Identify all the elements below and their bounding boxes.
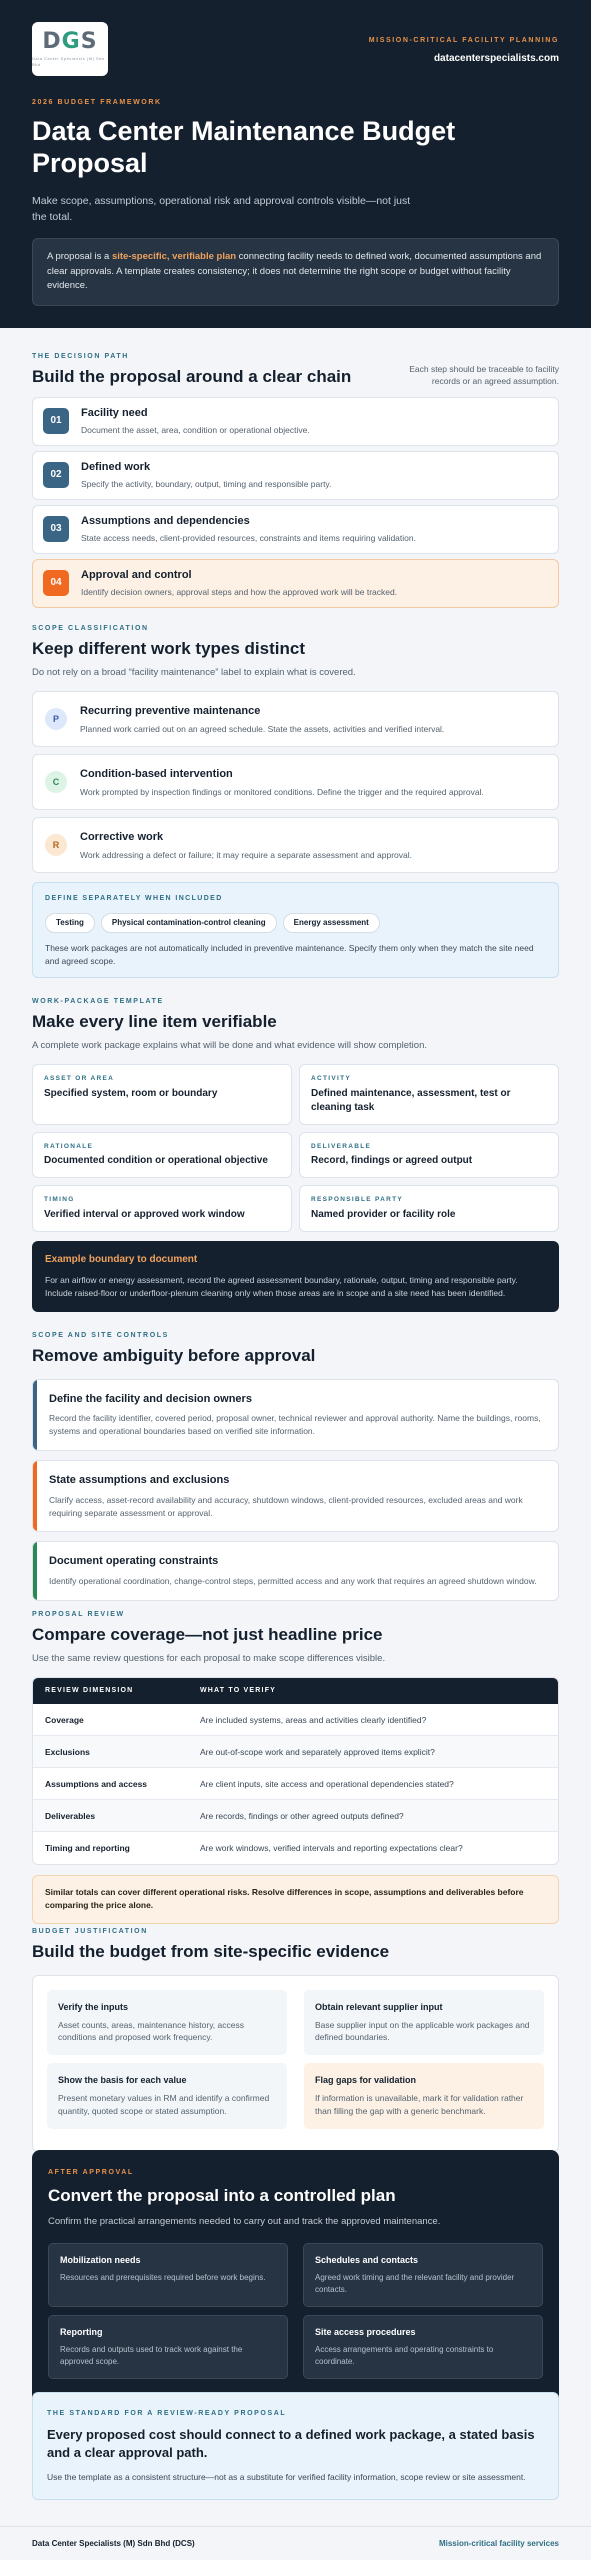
section-subtitle: A complete work package explains what will be done and what evidence will show completion. <box>32 1039 427 1051</box>
budget-item-title: Show the basis for each value <box>58 2075 187 2086</box>
budget-item-description: Base supplier input on the applicable work packages and defined boundaries. <box>315 2019 530 2043</box>
step-number: 04 <box>43 570 69 596</box>
field-value: Specified system, room or boundary <box>44 1087 218 1099</box>
table-header <box>33 1678 558 1704</box>
work-type-title: Condition-based intervention <box>80 767 233 780</box>
work-type-condition <box>32 754 559 810</box>
budget-item-title: Flag gaps for validation <box>315 2075 417 2086</box>
row-verify: Are out-of-scope work and separately approved items explicit? <box>200 1746 435 1757</box>
hero-kicker: 2026 BUDGET FRAMEWORK <box>32 99 162 106</box>
after-item-site-access <box>303 2315 543 2379</box>
row-dimension: Timing and reporting <box>45 1843 130 1854</box>
standard-panel <box>32 2392 559 2500</box>
field-responsible-party <box>299 1185 559 1231</box>
section-title: Compare coverage—not just headline price <box>32 1625 383 1645</box>
section-title: Convert the proposal into a controlled plan <box>48 2186 396 2206</box>
budget-item-show-basis <box>47 2063 287 2129</box>
row-dimension: Exclusions <box>45 1746 90 1757</box>
step-title: Approval and control <box>81 568 192 581</box>
section-kicker: SCOPE CLASSIFICATION <box>32 625 149 632</box>
row-dimension: Deliverables <box>45 1810 96 1821</box>
row-verify: Are included systems, areas and activities clearly identified? <box>200 1714 427 1725</box>
section-kicker: AFTER APPROVAL <box>48 2169 134 2176</box>
template-section <box>32 997 559 1312</box>
field-asset-or-area <box>32 1064 292 1124</box>
field-label: RATIONALE <box>44 1142 94 1150</box>
work-type-badge: C <box>45 771 67 793</box>
hero-note <box>32 238 559 306</box>
define-separately-description: These work packages are not automatically included in preventive maintenance. Specify them only when they match the site need and agreed scope. <box>45 943 534 966</box>
after-item-description: Resources and prerequisites required before work begins. <box>60 2272 266 2282</box>
section-title: Build the proposal around a clear chain <box>32 367 352 387</box>
field-rationale <box>32 1132 292 1178</box>
step-title: Facility need <box>81 406 148 419</box>
step-description: State access needs, client-provided resources, constraints and items requiring validation. <box>81 532 416 543</box>
hero-note-prefix: A proposal is a <box>47 251 112 262</box>
control-title: State assumptions and exclusions <box>49 1473 230 1486</box>
after-item-description: Records and outputs used to track work against the approved scope. <box>60 2344 243 2366</box>
table-row <box>33 1832 558 1864</box>
step-title: Defined work <box>81 460 151 473</box>
control-title: Document operating constraints <box>49 1555 219 1568</box>
budget-item-verify-inputs <box>47 1990 287 2056</box>
hero-note-highlight: site-specific, verifiable plan <box>111 251 237 262</box>
step-title: Assumptions and dependencies <box>81 514 250 527</box>
chip-testing: Testing <box>45 913 95 933</box>
after-approval-panel <box>32 2150 559 2405</box>
after-item-schedules <box>303 2243 543 2307</box>
after-item-title: Mobilization needs <box>60 2254 141 2265</box>
field-timing <box>32 1185 292 1231</box>
step-facility-need <box>32 397 559 446</box>
after-item-title: Site access procedures <box>315 2326 416 2337</box>
table-row <box>33 1736 558 1768</box>
work-type-title: Recurring preventive maintenance <box>80 704 261 717</box>
work-type-description: Planned work carried out on an agreed schedule. State the assets, activities and verified interval. <box>80 723 445 734</box>
section-note: Each step should be traceable to facility records or an agreed assumption. <box>409 363 559 387</box>
define-separately-title: DEFINE SEPARATELY WHEN INCLUDED <box>45 895 223 903</box>
decision-path-section <box>32 352 559 613</box>
after-approval-section <box>32 2150 559 2405</box>
hero-description: Make scope, assumptions, operational risk and approval controls visible—not just the total. <box>32 194 411 223</box>
table-row <box>33 1768 558 1800</box>
step-assumptions <box>32 505 559 554</box>
section-kicker: THE STANDARD FOR A REVIEW-READY PROPOSAL <box>47 2410 287 2417</box>
table-row <box>33 1704 558 1736</box>
section-title: Make every line item verifiable <box>32 1012 277 1032</box>
budget-section <box>32 1927 559 2152</box>
table-row <box>33 1800 558 1832</box>
row-verify: Are work windows, verified intervals and reporting expectations clear? <box>200 1843 463 1854</box>
control-description: Identify operational coordination, change-control steps, permitted access and any work that requires an agreed shutdown window. <box>49 1576 537 1587</box>
step-defined-work <box>32 451 559 500</box>
after-item-description: Access arrangements and operating constraints to coordinate. <box>315 2344 494 2366</box>
row-dimension: Coverage <box>45 1714 84 1725</box>
budget-item-description: If information is unavailable, mark it for validation rather than filling the gap with a generic benchmark. <box>315 2093 524 2116</box>
budget-item-title: Verify the inputs <box>58 2001 129 2012</box>
section-subtitle: Confirm the practical arrangements needed to carry out and track the approved maintenance. <box>48 2215 441 2227</box>
field-value: Record, findings or agreed output <box>311 1155 473 1167</box>
scope-section <box>32 624 559 978</box>
section-subtitle: Do not rely on a broad “facility maintenance” label to explain what is covered. <box>32 666 356 678</box>
budget-item-description: Asset counts, areas, maintenance history, access conditions and proposed work frequency. <box>58 2019 244 2043</box>
budget-evidence-panel <box>32 1975 559 2152</box>
field-value: Named provider or facility role <box>311 1208 456 1220</box>
site-link[interactable]: datacenterspecialists.com <box>433 53 559 65</box>
section-kicker: THE DECISION PATH <box>32 353 129 360</box>
standard-description: Use the template as a consistent structure—not as a substitute for verified facility information, scope review or site assessment. <box>47 2471 526 2482</box>
section-kicker: PROPOSAL REVIEW <box>32 1611 125 1618</box>
section-kicker: BUDGET JUSTIFICATION <box>32 1928 148 1935</box>
work-type-corrective <box>32 817 559 873</box>
standard-title: Every proposed cost should connect to a defined work package, a stated basis and a clear approval path. <box>47 2427 535 2461</box>
budget-item-supplier-input <box>304 1990 544 2056</box>
hero-note-suffix: connecting facility needs to defined work, documented assumptions and clear approvals. A template creates consistency; it does not determine the right scope or budget without facility evidence. <box>47 251 542 292</box>
work-type-title: Corrective work <box>80 830 164 843</box>
work-type-preventive <box>32 691 559 747</box>
review-table <box>32 1677 559 1865</box>
field-label: TIMING <box>44 1196 75 1204</box>
step-description: Identify decision owners, approval steps and how the approved work will be tracked. <box>81 586 398 597</box>
step-approval <box>32 559 559 608</box>
header-eyebrow: MISSION-CRITICAL FACILITY PLANNING <box>368 37 559 44</box>
field-deliverable <box>299 1132 559 1178</box>
section-kicker: WORK-PACKAGE TEMPLATE <box>32 998 164 1005</box>
step-description: Document the asset, area, condition or operational objective. <box>81 424 310 435</box>
section-title: Keep different work types distinct <box>32 639 305 659</box>
example-boundary-title: Example boundary to document <box>45 1253 198 1265</box>
controls-section <box>32 1331 559 1610</box>
row-dimension: Assumptions and access <box>45 1778 148 1789</box>
chip-energy-assessment: Energy assessment <box>283 913 380 933</box>
footer-company: Data Center Specialists (M) Sdn Bhd (DCS) <box>32 2538 195 2548</box>
budget-item-flag-gaps <box>304 2063 544 2129</box>
example-boundary-box <box>32 1241 559 1313</box>
after-item-description: Agreed work timing and the relevant facility and provider contacts. <box>315 2272 515 2294</box>
step-number: 03 <box>43 516 69 542</box>
standard-section <box>32 2392 559 2500</box>
field-value: Defined maintenance, assessment, test or cleaning task <box>311 1087 511 1113</box>
step-number: 02 <box>43 462 69 488</box>
work-type-description: Work addressing a defect or failure; it may require a separate assessment and approval. <box>80 849 412 860</box>
field-label: ACTIVITY <box>311 1075 352 1083</box>
control-decision-owners <box>32 1379 559 1451</box>
section-title: Build the budget from site-specific evidence <box>32 1942 390 1962</box>
column-header: REVIEW DIMENSION <box>45 1687 134 1695</box>
budget-item-title: Obtain relevant supplier input <box>315 2001 443 2012</box>
work-type-badge: P <box>45 708 67 730</box>
control-description: Record the facility identifier, covered period, proposal owner, technical reviewer and approval authority. Name the buildings, rooms, systems and operational boundaries based on verified site information. <box>49 1413 541 1437</box>
field-value: Verified interval or approved work window <box>44 1208 245 1220</box>
control-title: Define the facility and decision owners <box>49 1392 252 1405</box>
page-footer <box>0 2526 591 2560</box>
page-title: Data Center Maintenance Budget Proposal <box>32 116 456 178</box>
control-operating-constraints <box>32 1541 559 1601</box>
section-subtitle: Use the same review questions for each proposal to make scope differences visible. <box>32 1652 386 1664</box>
logo-mark: DGS <box>42 28 98 54</box>
step-number: 01 <box>43 408 69 434</box>
control-assumptions <box>32 1460 559 1532</box>
field-value: Documented condition or operational objective <box>44 1155 268 1167</box>
section-kicker: SCOPE AND SITE CONTROLS <box>32 1332 169 1339</box>
section-title: Remove ambiguity before approval <box>32 1346 316 1366</box>
field-activity <box>299 1064 559 1124</box>
define-separately-box <box>32 882 559 978</box>
company-logo[interactable] <box>32 22 108 76</box>
chip-contamination-cleaning: Physical contamination-control cleaning <box>101 913 277 933</box>
row-verify: Are records, findings or other agreed outputs defined? <box>200 1810 404 1821</box>
after-item-reporting <box>48 2315 288 2379</box>
field-label: RESPONSIBLE PARTY <box>311 1196 404 1204</box>
example-boundary-description: For an airflow or energy assessment, record the agreed assessment boundary, rationale, output, timing and responsible party. Include raised-floor or underfloor-plenum cleaning only when those areas are in scope and a site need has been identified. <box>45 1275 518 1299</box>
control-description: Clarify access, asset-record availability and accuracy, shutdown windows, client-provided resources, excluded areas and work requiring separate assessment or approval. <box>49 1494 523 1518</box>
after-item-title: Reporting <box>60 2326 103 2337</box>
step-description: Specify the activity, boundary, output, timing and responsible party. <box>81 478 332 489</box>
field-label: ASSET OR AREA <box>44 1075 115 1083</box>
field-label: DELIVERABLE <box>311 1142 372 1150</box>
logo-subtitle: Data Center Specialists (M) Sdn Bhd <box>32 55 105 67</box>
after-item-title: Schedules and contacts <box>315 2254 419 2265</box>
work-type-badge: R <box>45 834 67 856</box>
column-header: WHAT TO VERIFY <box>200 1687 277 1695</box>
review-section <box>32 1610 559 1924</box>
row-verify: Are client inputs, site access and operational dependencies stated? <box>200 1778 454 1789</box>
hero-header <box>0 0 591 328</box>
work-type-description: Work prompted by inspection findings or monitored conditions. Define the trigger and the required approval. <box>80 786 484 797</box>
after-item-mobilization <box>48 2243 288 2307</box>
budget-item-description: Present monetary values in RM and identify a confirmed quantity, quoted scope or stated assumption. <box>58 2093 270 2116</box>
review-warning: Similar totals can cover different operational risks. Resolve differences in scope, assumptions and deliverables before comparing the price alone. <box>32 1875 559 1923</box>
footer-tagline: Mission-critical facility services <box>438 2538 559 2548</box>
